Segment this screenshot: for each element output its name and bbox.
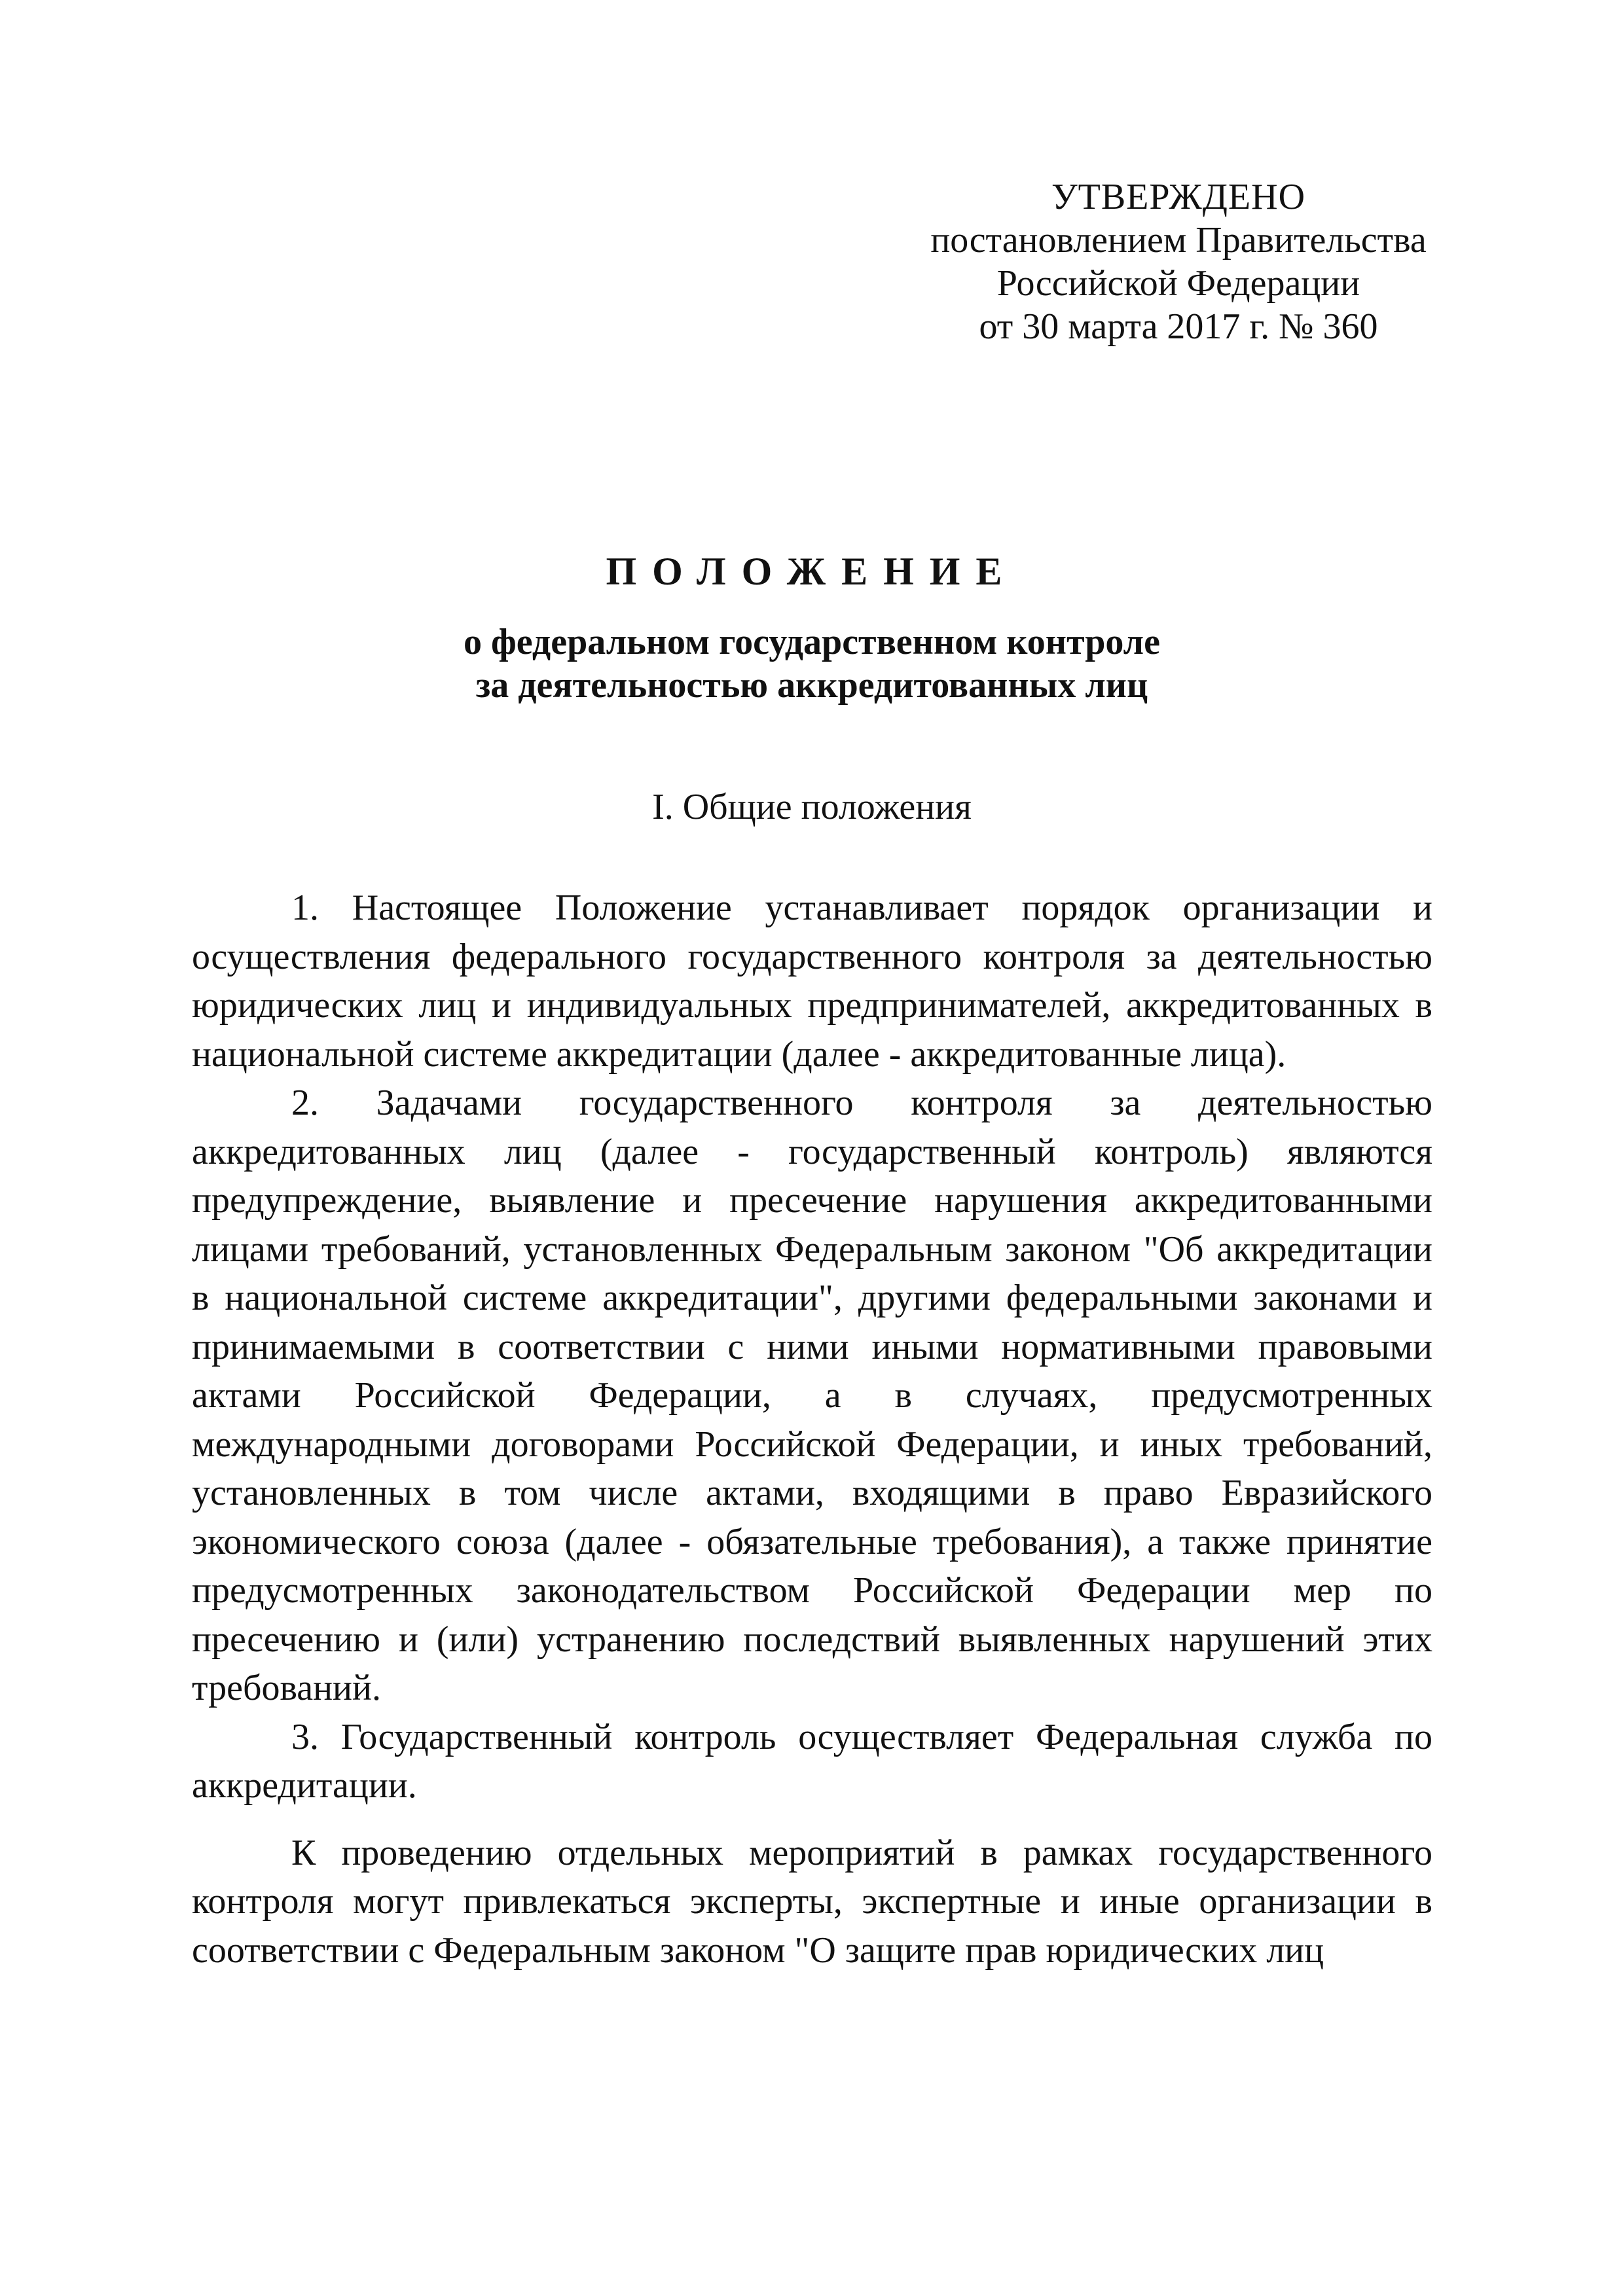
paragraph-1: 1. Настоящее Положение устанавливает порядок организации и осуществления федерального государственного контроля за деятельностью юридических лиц и индивидуальных предпринимателей, аккредитованных в национальной системе аккредитации (далее - аккредитованные лица). (192, 888, 1432, 1075)
document-subtitle-line-1: о федеральном государственном контроле (464, 622, 1160, 662)
section-heading: I. Общие положения (652, 787, 972, 827)
approval-line-2: Российской Федерации (996, 263, 1360, 304)
document-body (192, 884, 1432, 1975)
document-subtitle-line-2: за деятельностью аккредитованных лиц (475, 665, 1148, 706)
paragraph-4: К проведению отдельных мероприятий в рамках государственного контроля могут привлекаться эксперты, экспертные и иные организации в соответствии с Федеральным законом "О защите прав юридических лиц (192, 1832, 1432, 1971)
approval-heading: УТВЕРЖДЕНО (1051, 177, 1306, 217)
document-title: ПОЛОЖЕНИЕ (606, 550, 1018, 593)
document-title-block (190, 548, 1434, 707)
paragraph-2: 2. Задачами государственного контроля за деятельностью аккредитованных лиц (далее - государственный контроль) являются предупреждение, выявление и пресечение нарушения аккредитованными лицами требований, установленных Федеральным законом "Об аккредитации в национальной системе аккредитации", другими федеральными законами и принимаемыми в соответствии с ними иными нормативными правовыми актами Российской Федерации, а в случаях, предусмотренных международными договорами Российской Федерации, и иных требований, установленных в том числе актами, входящими в право Евразийского экономического союза (далее - обязательные требования), а также принятие предусмотренных законодательством Российской Федерации мер по пресечению и (или) устранению последствий выявленных нарушений этих требований. (192, 1083, 1432, 1708)
approval-stamp (884, 175, 1473, 348)
approval-line-3: от 30 марта 2017 г. № 360 (979, 306, 1378, 347)
paragraph-3: 3. Государственный контроль осуществляет Федеральная служба по аккредитации. (192, 1716, 1432, 1806)
approval-line-1: постановлением Правительства (930, 220, 1427, 260)
